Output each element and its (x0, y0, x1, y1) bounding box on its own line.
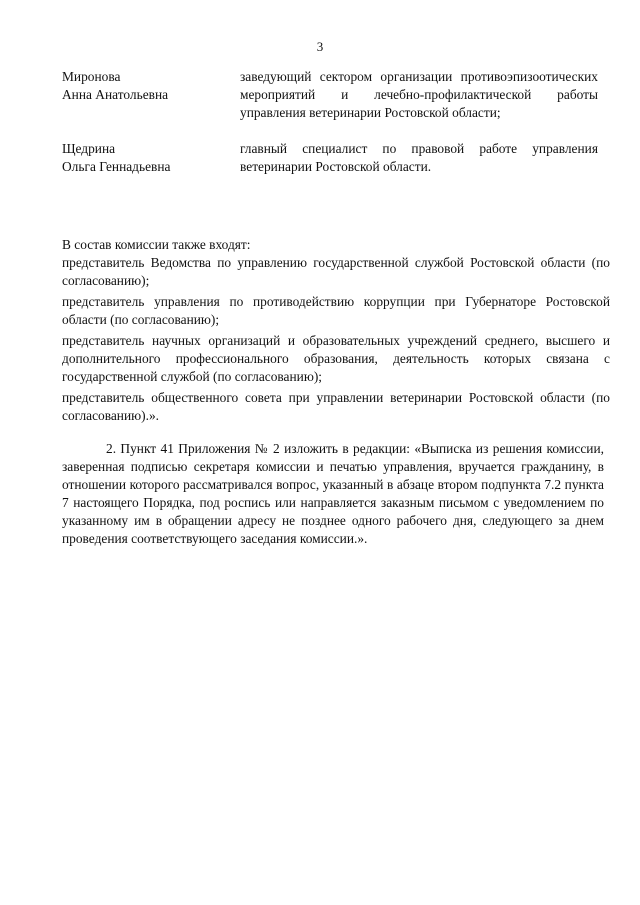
member-surname: Миронова (62, 69, 121, 84)
composition-item: представитель Ведомства по управлению государственной службой Ростовской области (по согласованию); (62, 255, 610, 288)
composition-item: представитель общественного совета при управлении ветеринарии Ростовской области (по согласованию).». (62, 390, 610, 423)
member-entry (62, 68, 598, 122)
commission-composition (62, 236, 610, 428)
point-2-paragraph: 2. Пункт 41 Приложения № 2 изложить в редакции: «Выписка из решения комиссии, заверенная подписью секретаря комиссии и печатью управления, вручается гражданину, в отношении которого рассматривался вопрос, указанный в абзаце втором подпункта 7.2 пункта 7 настоящего Порядка, под роспись или направляется заказным письмом с уведомлением по указанному им в обращении адресу не позднее одного рабочего дня, следующего за днем проведения соответствующего заседания комиссии.». (62, 441, 604, 546)
member-surname: Щедрина (62, 141, 116, 156)
composition-item: представитель управления по противодействию коррупции при Губернаторе Ростовской области (по согласованию); (62, 294, 610, 327)
member-role: заведующий сектором организации противоэпизоотических мероприятий и лечебно-профилактической работы управления ветеринарии Ростовской области; (240, 69, 598, 120)
member-given-names: Анна Анатольевна (62, 87, 169, 102)
commission-members-list (62, 68, 598, 194)
member-name (62, 68, 240, 122)
page-number: 3 (316, 39, 324, 54)
composition-intro: В состав комиссии также входят: (62, 237, 251, 252)
member-role: главный специалист по правовой работе управления ветеринарии Ростовской области. (240, 141, 598, 174)
member-entry (62, 140, 598, 176)
member-given-names: Ольга Геннадьевна (62, 159, 171, 174)
member-name (62, 140, 240, 176)
composition-item: представитель научных организаций и образовательных учреждений среднего, высшего и дополнительного профессионального образования, деятельность которых связана с государственной службой (по согласованию); (62, 333, 610, 384)
